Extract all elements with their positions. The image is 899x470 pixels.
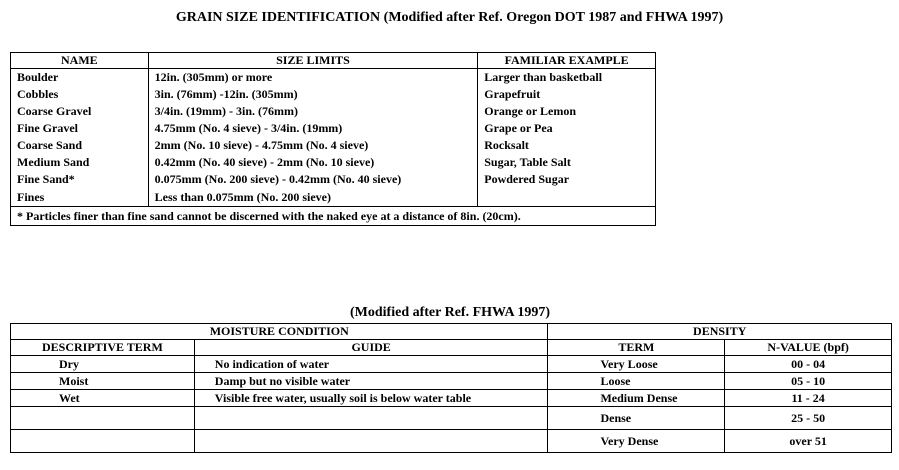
guide-cell (194, 430, 548, 453)
size-limits-cell: 3in. (76mm) -12in. (305mm) (148, 86, 478, 103)
familiar-example-cell (478, 188, 656, 207)
column-header: N-VALUE (bpf) (725, 340, 892, 356)
familiar-example-cell: Orange or Lemon (478, 103, 656, 120)
descriptive-term-cell (11, 407, 195, 430)
column-header: SIZE LIMITS (148, 53, 478, 69)
guide-cell: Damp but no visible water (194, 373, 548, 390)
grain-name-cell: Fine Gravel (11, 120, 149, 137)
table-row (11, 103, 656, 120)
size-limits-cell: 0.42mm (No. 40 sieve) - 2mm (No. 10 sieve) (148, 154, 478, 171)
table-row (11, 188, 656, 207)
density-term-cell: Medium Dense (548, 390, 725, 407)
table-row (11, 407, 892, 430)
density-term-cell: Very Loose (548, 356, 725, 373)
grain-name-cell: Boulder (11, 69, 149, 87)
guide-cell (194, 407, 548, 430)
group-header-row (11, 324, 892, 340)
descriptive-term-cell: Dry (11, 356, 195, 373)
size-limits-cell: Less than 0.075mm (No. 200 sieve) (148, 188, 478, 207)
table-row (11, 373, 892, 390)
n-value-cell: 00 - 04 (725, 356, 892, 373)
size-limits-cell: 2mm (No. 10 sieve) - 4.75mm (No. 4 sieve) (148, 137, 478, 154)
footnote-row (11, 207, 656, 226)
familiar-example-cell: Grape or Pea (478, 120, 656, 137)
descriptive-term-cell (11, 430, 195, 453)
moisture-table-title: (Modified after Ref. FHWA 1997) (350, 305, 550, 320)
familiar-example-cell: Grapefruit (478, 86, 656, 103)
table-row (11, 171, 656, 188)
table-header-row (11, 340, 892, 356)
size-limits-cell: 4.75mm (No. 4 sieve) - 3/4in. (19mm) (148, 120, 478, 137)
n-value-cell: 25 - 50 (725, 407, 892, 430)
table-row (11, 430, 892, 453)
size-limits-cell: 3/4in. (19mm) - 3in. (76mm) (148, 103, 478, 120)
n-value-cell: 11 - 24 (725, 390, 892, 407)
descriptive-term-cell: Wet (11, 390, 195, 407)
page-title: GRAIN SIZE IDENTIFICATION (Modified after Ref. Oregon DOT 1987 and FHWA 1997) (175, 10, 724, 25)
familiar-example-cell: Powdered Sugar (478, 171, 656, 188)
moisture-condition-header: MOISTURE CONDITION (11, 324, 548, 340)
grain-name-cell: Fine Sand* (11, 171, 149, 188)
table-row (11, 120, 656, 137)
table-row (11, 356, 892, 373)
guide-cell: Visible free water, usually soil is below water table (194, 390, 548, 407)
table-row (11, 86, 656, 103)
density-header: DENSITY (548, 324, 892, 340)
table-row (11, 137, 656, 154)
column-header: GUIDE (194, 340, 548, 356)
n-value-cell: 05 - 10 (725, 373, 892, 390)
moisture-density-table (10, 323, 892, 453)
density-term-cell: Very Dense (548, 430, 725, 453)
n-value-cell: over 51 (725, 430, 892, 453)
table-row (11, 154, 656, 171)
density-term-cell: Loose (548, 373, 725, 390)
column-header: NAME (11, 53, 149, 69)
grain-name-cell: Cobbles (11, 86, 149, 103)
table-row (11, 390, 892, 407)
grain-name-cell: Coarse Sand (11, 137, 149, 154)
column-header: TERM (548, 340, 725, 356)
density-term-cell: Dense (548, 407, 725, 430)
table-header-row (11, 53, 656, 69)
grain-name-cell: Medium Sand (11, 154, 149, 171)
table-row (11, 69, 656, 87)
grain-size-table (10, 52, 656, 226)
familiar-example-cell: Larger than basketball (478, 69, 656, 87)
footnote: * Particles finer than fine sand cannot be discerned with the naked eye at a distance of 8in. (20cm). (11, 207, 656, 226)
column-header: FAMILIAR EXAMPLE (478, 53, 656, 69)
grain-name-cell: Fines (11, 188, 149, 207)
familiar-example-cell: Sugar, Table Salt (478, 154, 656, 171)
size-limits-cell: 12in. (305mm) or more (148, 69, 478, 87)
descriptive-term-cell: Moist (11, 373, 195, 390)
column-header: DESCRIPTIVE TERM (11, 340, 195, 356)
guide-cell: No indication of water (194, 356, 548, 373)
size-limits-cell: 0.075mm (No. 200 sieve) - 0.42mm (No. 40 sieve) (148, 171, 478, 188)
grain-name-cell: Coarse Gravel (11, 103, 149, 120)
familiar-example-cell: Rocksalt (478, 137, 656, 154)
